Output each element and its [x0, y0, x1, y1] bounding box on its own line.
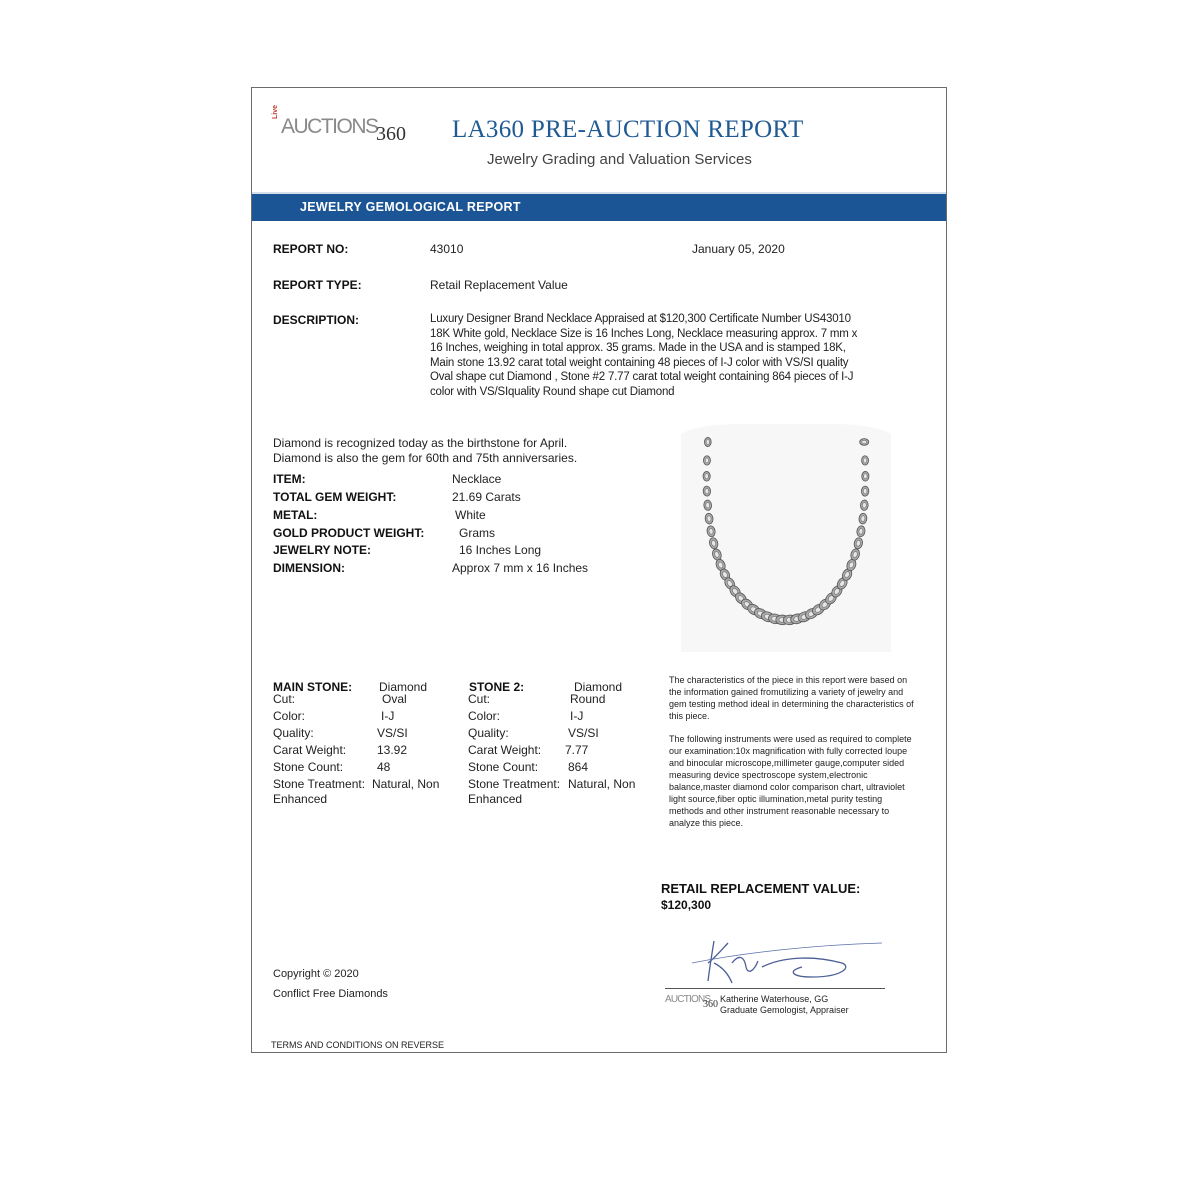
detail-value-gold-weight: Grams	[459, 526, 495, 540]
necklace-center-stone	[706, 440, 710, 445]
report-no-value: 43010	[430, 242, 464, 256]
signature-logo	[665, 994, 717, 1014]
signature-image	[692, 933, 882, 993]
appraiser-title: Graduate Gemologist, Appraiser	[720, 1005, 849, 1015]
main-treatment-value: Natural, Non	[372, 777, 440, 791]
stone2-cut-label: Cut:	[468, 692, 491, 706]
necklace-photo	[681, 424, 891, 652]
main-stone-heading: MAIN STONE:	[273, 680, 353, 694]
main-color-label: Color:	[273, 709, 306, 723]
detail-label-metal: METAL:	[273, 508, 318, 522]
stone2-color-label: Color:	[468, 709, 501, 723]
main-quality-label: Quality:	[273, 726, 314, 740]
main-count-value: 48	[377, 760, 391, 774]
necklace-center-stone	[862, 440, 867, 443]
main-stone-type: Diamond	[379, 680, 428, 694]
stone2-heading: STONE 2:	[469, 680, 525, 694]
necklace-center-stone	[706, 502, 710, 508]
terms-footer: TERMS AND CONDITIONS ON REVERSE	[271, 1040, 445, 1050]
detail-value-dimension: Approx 7 mm x 16 Inches	[452, 561, 589, 575]
stone2-treatment-value: Natural, Non	[568, 777, 636, 791]
stone2-color-value: I-J	[570, 709, 584, 723]
report-type-label: REPORT TYPE:	[273, 278, 362, 292]
report-no-label: REPORT NO:	[273, 242, 349, 256]
necklace-center-stone	[863, 458, 867, 463]
description-line: 18K White gold, Necklace Size is 16 Inches Long, Necklace measuring approx. 7 mm x	[430, 327, 858, 340]
necklace-center-stone	[707, 516, 712, 522]
birthstone-line-2: Diamond is also the gem for 60th and 75th anniversaries.	[273, 451, 578, 465]
description-line: color with VS/SIquality Round shape cut Diamond	[430, 385, 675, 398]
description-line: Luxury Designer Brand Necklace Appraised at $120,300 Certificate Number US43010	[430, 313, 851, 325]
description-text	[430, 312, 905, 399]
necklace-center-stone	[705, 474, 709, 479]
stone2-count-value: 864	[568, 760, 589, 774]
main-treatment-value-2: Enhanced	[273, 792, 328, 806]
stone2-treatment-label: Stone Treatment:	[468, 777, 561, 791]
stone2-treatment-value-2: Enhanced	[468, 792, 523, 806]
detail-value-gem-weight: 21.69 Carats	[452, 490, 521, 504]
detail-value-metal: White	[455, 508, 486, 522]
detail-value-jewelry-note: 16 Inches Long	[459, 543, 542, 557]
banner-text: JEWELRY GEMOLOGICAL REPORT	[300, 200, 521, 214]
stone2-carat-value: 7.77	[565, 743, 589, 757]
copyright-line: Copyright © 2020	[273, 968, 359, 980]
report-type-value: Retail Replacement Value	[430, 278, 568, 292]
stone2-cut-value: Round	[570, 692, 606, 706]
detail-label-gem-weight: TOTAL GEM WEIGHT:	[273, 490, 397, 504]
main-color-value: I-J	[381, 709, 395, 723]
description-label: DESCRIPTION:	[273, 313, 360, 327]
stone2-quality-value: VS/SI	[568, 726, 599, 740]
section-banner	[252, 192, 946, 221]
methodology-notes	[669, 674, 919, 840]
notes-paragraph-2: The following instruments were used as required to complete our examination:10x magnification with fully corrected loupe and binocular microscope,millimeter gauge,computer sided measuring device spectroscope system,electronic balance,master diamond color comparison chart, ultraviolet light source,fiber optic illumination,metal purity testing methods and other instrument reasonable necessary to analyze this piece.	[669, 734, 912, 828]
report-subtitle: Jewelry Grading and Valuation Services	[487, 151, 752, 168]
valuation-label: RETAIL REPLACEMENT VALUE:	[661, 881, 861, 896]
main-carat-label: Carat Weight:	[273, 743, 347, 757]
main-cut-label: Cut:	[273, 692, 296, 706]
detail-label-dimension: DIMENSION:	[273, 561, 345, 575]
main-count-label: Stone Count:	[273, 760, 344, 774]
necklace-center-stone	[861, 516, 866, 522]
logo-auctions-text: AUCTIONS	[281, 115, 378, 138]
report-date: January 05, 2020	[692, 242, 785, 256]
conflict-free-line: Conflict Free Diamonds	[273, 988, 388, 1000]
report-sheet	[251, 87, 947, 1053]
necklace-center-stone	[862, 502, 866, 508]
description-line: 16 Inches, weighing in total approx. 35 grams. Made in the USA and is stamped 18K,	[430, 342, 846, 354]
sig-logo-auctions: AUCTIONS	[665, 994, 711, 1005]
logo-360-text: 360	[376, 123, 406, 145]
stone2-carat-label: Carat Weight:	[468, 743, 542, 757]
necklace-center-stone	[705, 488, 709, 493]
appraiser-name: Katherine Waterhouse, GG	[720, 994, 829, 1004]
main-carat-value: 13.92	[377, 743, 408, 757]
detail-label-item: ITEM:	[273, 472, 306, 486]
necklace-center-stone	[864, 474, 868, 479]
notes-paragraph-1: The characteristics of the piece in this report were based on the information gained fromutilizing a variety of jewelry and gem testing method ideal in determining the characteristics of this piece.	[669, 675, 914, 721]
signature-line	[665, 988, 885, 989]
valuation-value: $120,300	[661, 898, 712, 912]
main-cut-value: Oval	[382, 692, 407, 706]
detail-value-item: Necklace	[452, 472, 502, 486]
logo-live-text: Live	[272, 104, 279, 119]
report-title: LA360 PRE-AUCTION REPORT	[452, 116, 804, 143]
main-treatment-label: Stone Treatment:	[273, 777, 366, 791]
stone2-quality-label: Quality:	[468, 726, 509, 740]
necklace-center-stone	[863, 488, 867, 493]
description-line: Main stone 13.92 carat total weight containing 48 pieces of I-J color with VS/SI quality	[430, 356, 849, 369]
sig-logo-360: 360	[703, 999, 718, 1010]
main-quality-value: VS/SI	[377, 726, 408, 740]
description-line: Oval shape cut Diamond , Stone #2 7.77 carat total weight containing 864 pieces of I-J	[430, 371, 854, 383]
stone2-type: Diamond	[574, 680, 623, 694]
detail-label-gold-weight: GOLD PRODUCT WEIGHT:	[273, 526, 425, 540]
stone2-count-label: Stone Count:	[468, 760, 539, 774]
birthstone-line-1: Diamond is recognized today as the birthstone for April.	[273, 436, 568, 450]
necklace-center-stone	[705, 458, 709, 463]
detail-label-jewelry-note: JEWELRY NOTE:	[273, 543, 372, 557]
